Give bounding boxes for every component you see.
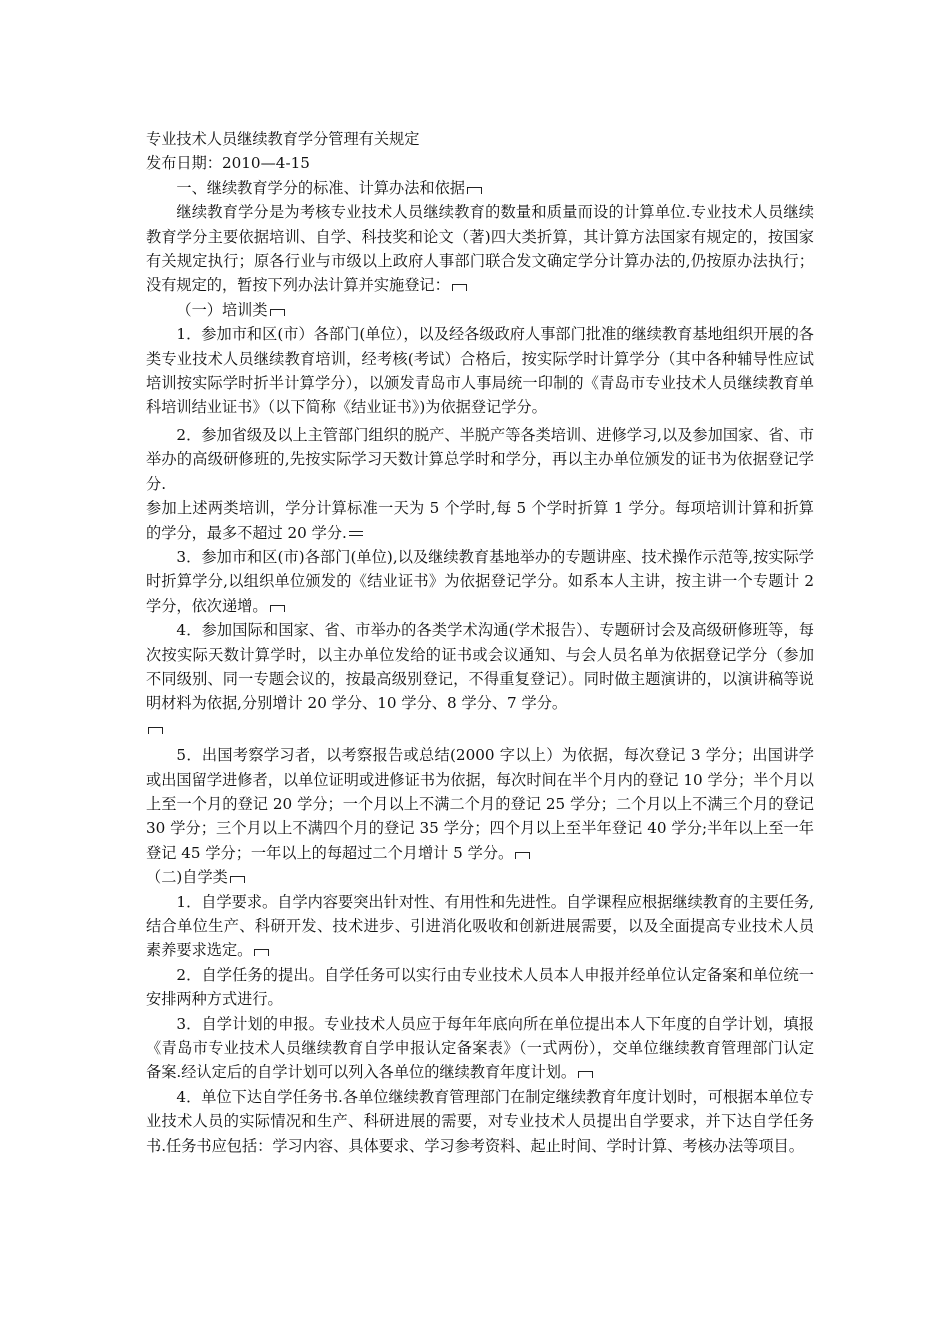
paragraph-mark-icon [515,852,530,859]
subheading-training [146,298,814,322]
paragraph-mark-icon [230,876,245,883]
paragraph: 1．参加市和区(市）各部门(单位），以及经各级政府人事部门批准的继续教育基地组织开展的各类专业技术人员继续教育培训，经考核(考试）合格后，按实际学时计算学分（其中各种辅导性应试培训按实际学时折半计算学分），以颁发青岛市人事局统一印制的《青岛市专业技术人员继续教育单科培训结业证书》（以下简称《结业证书》)为依据登记学分。 [146,325,814,417]
paragraph-mark-icon [148,727,163,734]
paragraph: 4．单位下达自学任务书.各单位继续教育管理部门在制定继续教育年度计划时，可根据本单位专业技术人员的实际情况和生产、科研进展的需要，对专业技术人员提出自学要求，并下达自学任务书.任务书应包括：学习内容、具体要求、学习参考资料、起止时间、学时计算、考核办法等项目。 [146,1087,814,1155]
paragraph-text: 4．参加国际和国家、省、市举办的各类学术沟通(学术报告）、专题研讨会及高级研修班等，每次按实际天数计算学时，以主办单位发给的证书或会议通知、与会人员名单为依据登记学分（参加不同级别、同一专题会议的，按最高级别登记，不得重复登记）。同时做主题演讲的，以演讲稿等说明材料为依据,分别增计 20 学分、10 学分、8 学分、7 学分。 [146,621,814,713]
paragraph-mark-icon [254,949,269,956]
paragraph [146,200,814,298]
publish-date: 发布日期：2010—4-15 [146,154,310,173]
paragraph-mark-icon [270,309,285,316]
paragraph-text: 参加上述两类培训，学分计算标准一天为 5 个学时,每 5 个学时折算 1 学分。每项培训计算和折算的学分，最多不超过 20 学分. [146,499,814,542]
paragraph-text: 3．自学计划的申报。专业技术人员应于每年年底向所在单位提出本人下年度的自学计划，填报《青岛市专业技术人员继续教育自学申报认定备案表》（一式两份），交单位继续教育管理部门认定备案.经认定后的自学计划可以列入各单位的继续教育年度计划。 [146,1014,814,1082]
paragraph: 2．自学任务的提出。自学任务可以实行由专业技术人员本人申报并经单位认定备案和单位统一安排两种方式进行。 [146,965,814,1009]
section-heading-1 [146,176,814,200]
line-break-icon [349,530,363,538]
doc-title: 专业技术人员继续教育学分管理有关规定 [146,130,420,148]
paragraph-text: 5．出国考察学习者，以考察报告或总结(2000 字以上）为依据，每次登记 3 学分；出国讲学或出国留学进修者，以单位证明或进修证书为依据，每次时间在半个月内的登记 10 学分；半个月以上至一个月的登记 20 学分；一个月以上不满二个月的登记 25 学分；二个月以上不满三个月的登记 30 学分；三个月以上不满四个月的登记 35 学分；四个月以上至半年登记 40 学分;半年以上至一年登记 45 学分；一年以上的每超过二个月增计 5 学分。 [146,746,814,862]
paragraph-text: 1．自学要求。自学内容要突出针对性、有用性和先进性。自学课程应根据继续教育的主要任务,结合单位生产、科研开发、技术进步、引进消化吸收和创新进展需要，以及全面提高专业技术人员素养要求选定。 [146,892,814,960]
paragraph-mark-icon [270,605,285,612]
paragraph [146,618,814,740]
paragraph-mark-icon [578,1071,593,1078]
paragraph-text: 3．参加市和区(市)各部门(单位),以及继续教育基地举办的专题讲座、技术操作示范等,按实际学时折算学分,以组织单位颁发的《结业证书》为依据登记学分。如系本人主讲，按主讲一个专题计 2 学分，依次递增。 [146,547,814,615]
subheading-text: （一）培训类 [176,300,268,319]
paragraph [146,743,814,865]
subheading-text: （二)自学类 [146,868,228,887]
paragraph-text: 继续教育学分是为考核专业技术人员继续教育的数量和质量而设的计算单位.专业技术人员继续教育学分主要依据培训、自学、科技奖和论文（著)四大类折算，其计算方法国家有规定的，按国家有关规定执行；原各行业与市级以上政府人事部门联合发文确定学分计算办法的,仍按原办法执行；没有规定的，暂按下列办法计算并实施登记： [146,203,814,295]
paragraph-mark-icon [467,187,482,194]
document-page [146,127,814,1158]
paragraph [146,496,814,545]
paragraph [146,1012,814,1085]
subheading-self-study [146,865,814,889]
section-heading-text: 一、继续教育学分的标准、计算办法和依据 [176,178,465,197]
paragraph [146,890,814,963]
paragraph: 2．参加省级及以上主管部门组织的脱产、半脱产等各类培训、进修学习,以及参加国家、省、市举办的高级研修班的,先按实际学习天数计算总学时和学分，再以主办单位颁发的证书为依据登记学分. [146,425,814,493]
paragraph [146,545,814,618]
paragraph-mark-icon [452,284,467,291]
